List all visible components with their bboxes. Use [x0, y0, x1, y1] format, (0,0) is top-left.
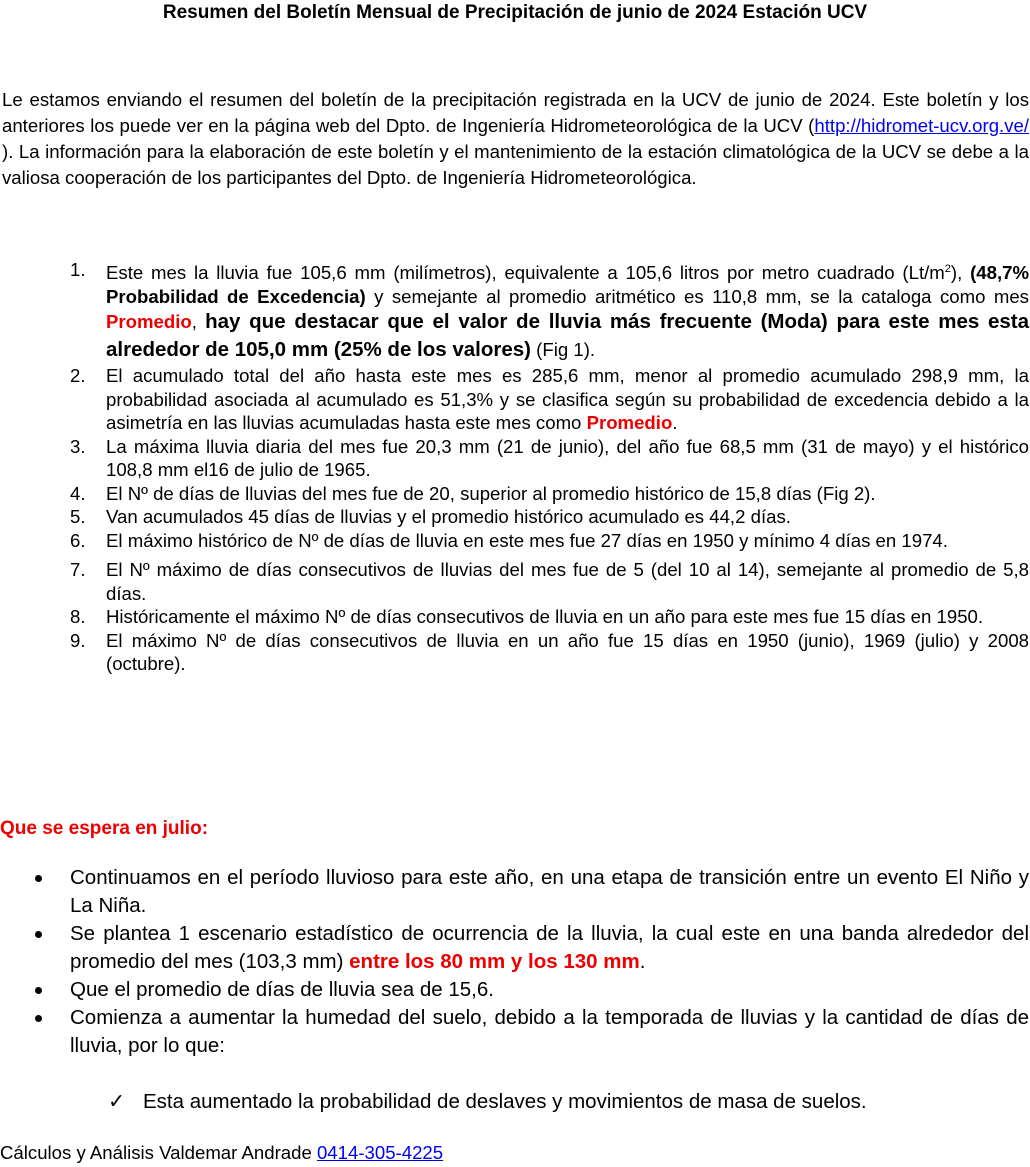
bullet-text: Que el promedio de días de lluvia sea de 15,6.: [70, 978, 494, 1001]
list-item: [58, 529, 1029, 553]
list-item: [58, 629, 1029, 676]
list-item: [58, 605, 1029, 629]
summary-list: [58, 258, 1029, 676]
bullet-icon: [35, 1015, 42, 1022]
list-number: 5.: [70, 506, 86, 528]
superscript: 2: [944, 263, 951, 275]
list-item: [58, 558, 1029, 605]
item-text: Este mes la lluvia fue 105,6 mm (milímetros), equivalente a 105,6 litros por metro cuadrado (Lt/m: [106, 262, 945, 284]
check-item: [108, 1088, 867, 1116]
list-number: 8.: [70, 606, 86, 628]
list-item: [28, 864, 1029, 920]
item-text: .: [672, 412, 678, 434]
item-text: El Nº máximo de días consecutivos de lluvias del mes fue de 5 (del 10 al 14), semejante al promedio de 5,8 días.: [106, 559, 1029, 604]
list-number: 6.: [70, 529, 86, 551]
bullet-text: Se plantea 1 escenario estadístico de ocurrencia de la lluvia, la cual este en una banda alrededor del promedio del mes (103,3 mm): [70, 922, 1029, 973]
bullet-icon: [35, 987, 42, 994]
item-text: El máximo Nº de días consecutivos de lluvia en un año fue 15 días en 1950 (junio), 1969 (julio) y 2008 (octubre).: [106, 629, 1029, 675]
website-link[interactable]: http://hidromet-ucv.org.ve/: [814, 115, 1029, 136]
list-item: [28, 1004, 1029, 1060]
list-item: [58, 364, 1029, 435]
item-text: Van acumulados 45 días de lluvias y el promedio histórico acumulado es 44,2 días.: [106, 506, 791, 528]
item-text: Históricamente el máximo Nº de días consecutivos de lluvia en un año para este mes fue 15 días en 1950.: [106, 606, 984, 628]
list-item: [58, 482, 1029, 506]
mode-note: hay que destacar que el valor de lluvia más frecuente (Moda) para este mes esta alrededor de 105,0 mm (25% de los valores): [106, 310, 1029, 362]
intro-paragraph: [2, 87, 1029, 191]
bullet-text: Continuamos en el período lluvioso para este año, en una etapa de transición entre un evento El Niño y La Niña.: [70, 866, 1029, 917]
category-label: Promedio: [586, 412, 673, 434]
footer-text: Cálculos y Análisis Valdemar Andrade: [0, 1142, 317, 1163]
category-label: Promedio: [106, 311, 192, 333]
list-number: 2.: [70, 365, 86, 387]
item-text: y semejante al promedio aritmético es 110,8 mm, se la cataloga como mes: [365, 285, 1029, 307]
list-item: [58, 435, 1029, 482]
list-item: [58, 258, 1029, 364]
item-text: El máximo histórico de Nº de días de lluvia en este mes fue 27 días en 1950 y mínimo 4 días en 1974.: [106, 529, 948, 551]
item-text: ),: [950, 262, 971, 284]
page-title: Resumen del Boletín Mensual de Precipitación de junio de 2024 Estación UCV: [162, 2, 868, 23]
list-item: [58, 505, 1029, 529]
list-number: 7.: [70, 559, 86, 581]
intro-text-2: ). La información para la elaboración de este boletín y el mantenimiento de la estación climatológica de la UCV se debe a la valiosa cooperación de los participantes del Dpto. de Ingeniería Hidrometeorológica.: [2, 141, 1029, 188]
list-item: [28, 920, 1029, 976]
phone-link[interactable]: 0414-305-4225: [316, 1142, 444, 1163]
intro-text-1: Le estamos enviando el resumen del boletín de la precipitación registrada en la UCV de junio de 2024. Este boletín y los anteriores los puede ver en la página web del Dpto. de Ingeniería Hidrometeorológica de la UCV (: [2, 89, 1029, 136]
item-text: La máxima lluvia diaria del mes fue 20,3 mm (21 de junio), del año fue 68,5 mm (31 de mayo) y el histórico 108,8 mm el16 de julio de 1965.: [106, 435, 1029, 481]
expectation-heading: Que se espera en julio:: [0, 818, 209, 839]
bullet-text: Comienza a aumentar la humedad del suelo, debido a la temporada de lluvias y la cantidad de días de lluvia, por lo que:: [70, 1006, 1029, 1057]
list-number: 1.: [70, 259, 86, 280]
exceedance-value: (48,7% Probabilidad de Excedencia): [106, 262, 1029, 307]
item-text: El acumulado total del año hasta este mes es 285,6 mm, menor al promedio acumulado 298,9 mm, la probabilidad asociada al acumulado es 51,3% y se clasifica según su probabilidad de excedencia debido a la asimetría en las lluvias acumuladas hasta este mes como: [106, 365, 1029, 434]
item-text: ,: [191, 311, 206, 333]
bullet-icon: [35, 931, 42, 938]
checkmark-icon: ✓: [108, 1090, 126, 1113]
check-text: Esta aumentado la probabilidad de deslaves y movimientos de masa de suelos.: [143, 1090, 867, 1113]
expectation-list: [28, 864, 1029, 1060]
expected-range: entre los 80 mm y los 130 mm: [349, 950, 640, 973]
list-number: 3.: [70, 435, 86, 457]
item-text: (Fig 1).: [531, 339, 596, 361]
list-item: [28, 976, 1029, 1004]
item-text: El Nº de días de lluvias del mes fue de 20, superior al promedio histórico de 15,8 días (Fig 2).: [106, 482, 876, 504]
list-number: 9.: [70, 629, 86, 651]
list-number: 4.: [70, 482, 86, 504]
footer-credit: [0, 1140, 443, 1166]
bullet-icon: [35, 875, 42, 882]
bullet-text: .: [639, 950, 646, 973]
